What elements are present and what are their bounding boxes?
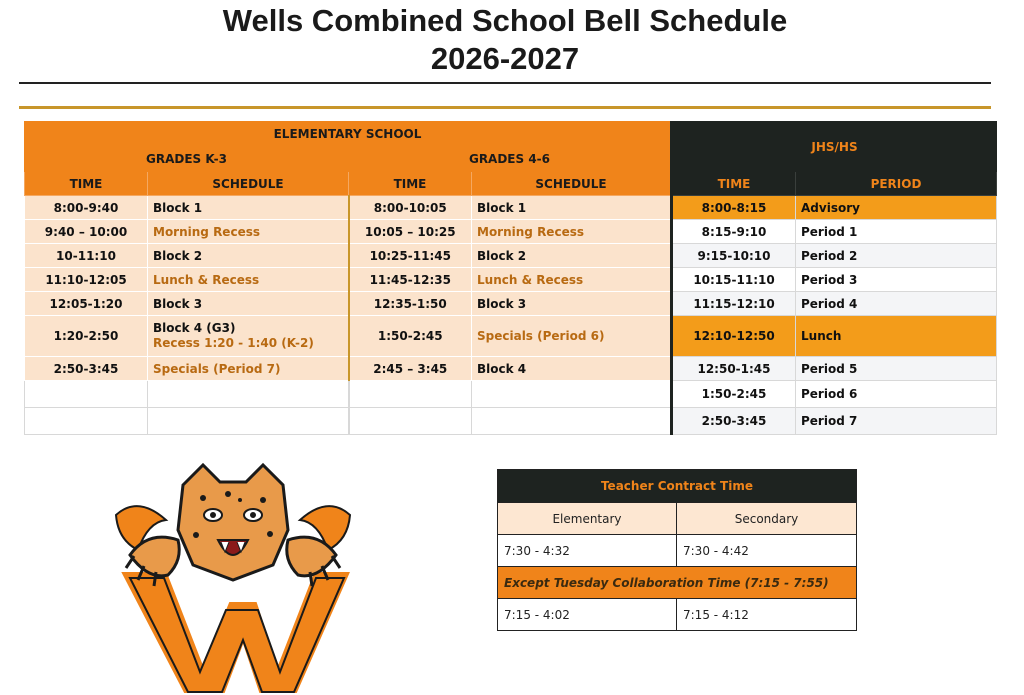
hs-period: Period 3 bbox=[796, 268, 997, 292]
k3-block: Morning Recess bbox=[148, 220, 349, 244]
grades-46-header: GRADES 4-6 bbox=[349, 147, 672, 172]
g46-time: 8:00-10:05 bbox=[349, 196, 472, 220]
k3-block: Block 3 bbox=[148, 292, 349, 316]
k3-block-cell bbox=[148, 316, 349, 357]
g46-time: 10:25-11:45 bbox=[349, 244, 472, 268]
empty-cell bbox=[349, 381, 472, 408]
hs-time-col-header: TIME bbox=[672, 172, 796, 196]
k3-block: Block 2 bbox=[148, 244, 349, 268]
contract-col-elementary: Elementary bbox=[498, 503, 677, 535]
table-row bbox=[25, 381, 997, 408]
bell-schedule-table bbox=[24, 121, 997, 435]
empty-cell bbox=[349, 408, 472, 435]
table-row bbox=[25, 292, 997, 316]
g46-block: Block 1 bbox=[472, 196, 672, 220]
table-row bbox=[25, 357, 997, 381]
g46-time: 1:50-2:45 bbox=[349, 316, 472, 357]
empty-cell bbox=[148, 408, 349, 435]
hs-time: 8:00-8:15 bbox=[672, 196, 796, 220]
k3-time-col-header: TIME bbox=[25, 172, 148, 196]
hs-period: Period 1 bbox=[796, 220, 997, 244]
page-title: Wells Combined School Bell Schedule bbox=[222, 3, 788, 38]
empty-cell bbox=[472, 381, 672, 408]
empty-cell bbox=[25, 408, 148, 435]
jaguar-w-mascot-logo bbox=[108, 460, 358, 695]
contract-secondary-time: 7:30 - 4:42 bbox=[677, 535, 857, 567]
hs-period: Lunch bbox=[796, 316, 997, 357]
hs-time: 12:10-12:50 bbox=[672, 316, 796, 357]
k3-time: 12:05-1:20 bbox=[25, 292, 148, 316]
k3-block-recess-note: Recess 1:20 - 1:40 (K-2) bbox=[153, 336, 314, 350]
contract-elementary-time: 7:30 - 4:32 bbox=[498, 535, 677, 567]
k3-block: Block 1 bbox=[148, 196, 349, 220]
hs-period: Period 7 bbox=[796, 408, 997, 435]
g46-time: 10:05 – 10:25 bbox=[349, 220, 472, 244]
g46-time: 11:45-12:35 bbox=[349, 268, 472, 292]
hs-period: Period 5 bbox=[796, 357, 997, 381]
k3-time: 2:50-3:45 bbox=[25, 357, 148, 381]
table-row bbox=[25, 196, 997, 220]
table-row bbox=[25, 316, 997, 357]
table-row bbox=[25, 268, 997, 292]
school-year: 2026-2027 bbox=[430, 41, 580, 76]
hs-period: Period 2 bbox=[796, 244, 997, 268]
g46-schedule-col-header: SCHEDULE bbox=[472, 172, 672, 196]
divider-black bbox=[19, 82, 991, 84]
g46-block: Block 2 bbox=[472, 244, 672, 268]
g46-time: 2:45 – 3:45 bbox=[349, 357, 472, 381]
k3-block: Block 4 (G3) bbox=[153, 321, 236, 335]
g46-block: Block 3 bbox=[472, 292, 672, 316]
hs-time: 11:15-12:10 bbox=[672, 292, 796, 316]
hs-time: 1:50-2:45 bbox=[672, 381, 796, 408]
g46-block: Specials (Period 6) bbox=[472, 316, 672, 357]
hs-period-col-header: PERIOD bbox=[796, 172, 997, 196]
contract-elementary-tuesday: 7:15 - 4:02 bbox=[498, 599, 677, 631]
elementary-school-header: ELEMENTARY SCHOOL bbox=[25, 122, 672, 147]
hs-time: 12:50-1:45 bbox=[672, 357, 796, 381]
g46-block: Morning Recess bbox=[472, 220, 672, 244]
table-row bbox=[25, 244, 997, 268]
g46-block: Block 4 bbox=[472, 357, 672, 381]
k3-time: 10-11:10 bbox=[25, 244, 148, 268]
empty-cell bbox=[472, 408, 672, 435]
grades-k3-header: GRADES K-3 bbox=[25, 147, 349, 172]
hs-period: Period 4 bbox=[796, 292, 997, 316]
k3-time: 1:20-2:50 bbox=[25, 316, 148, 357]
k3-time: 9:40 – 10:00 bbox=[25, 220, 148, 244]
g46-time-col-header: TIME bbox=[349, 172, 472, 196]
table-row bbox=[25, 408, 997, 435]
divider-gold bbox=[19, 106, 991, 109]
g46-block: Lunch & Recess bbox=[472, 268, 672, 292]
contract-title: Teacher Contract Time bbox=[498, 470, 857, 503]
hs-time: 10:15-11:10 bbox=[672, 268, 796, 292]
hs-period: Advisory bbox=[796, 196, 997, 220]
contract-exception-note: Except Tuesday Collaboration Time (7:15 - 7:55) bbox=[498, 567, 857, 599]
hs-time: 2:50-3:45 bbox=[672, 408, 796, 435]
k3-time: 11:10-12:05 bbox=[25, 268, 148, 292]
empty-cell bbox=[25, 381, 148, 408]
contract-secondary-tuesday: 7:15 - 4:12 bbox=[677, 599, 857, 631]
g46-time: 12:35-1:50 bbox=[349, 292, 472, 316]
k3-time: 8:00-9:40 bbox=[25, 196, 148, 220]
hs-period: Period 6 bbox=[796, 381, 997, 408]
teacher-contract-table bbox=[497, 469, 857, 631]
jhs-hs-header: JHS/HS bbox=[672, 122, 997, 172]
contract-col-secondary: Secondary bbox=[677, 503, 857, 535]
k3-block: Specials (Period 7) bbox=[148, 357, 349, 381]
k3-schedule-col-header: SCHEDULE bbox=[148, 172, 349, 196]
hs-time: 8:15-9:10 bbox=[672, 220, 796, 244]
hs-time: 9:15-10:10 bbox=[672, 244, 796, 268]
k3-block: Lunch & Recess bbox=[148, 268, 349, 292]
empty-cell bbox=[148, 381, 349, 408]
table-row bbox=[25, 220, 997, 244]
